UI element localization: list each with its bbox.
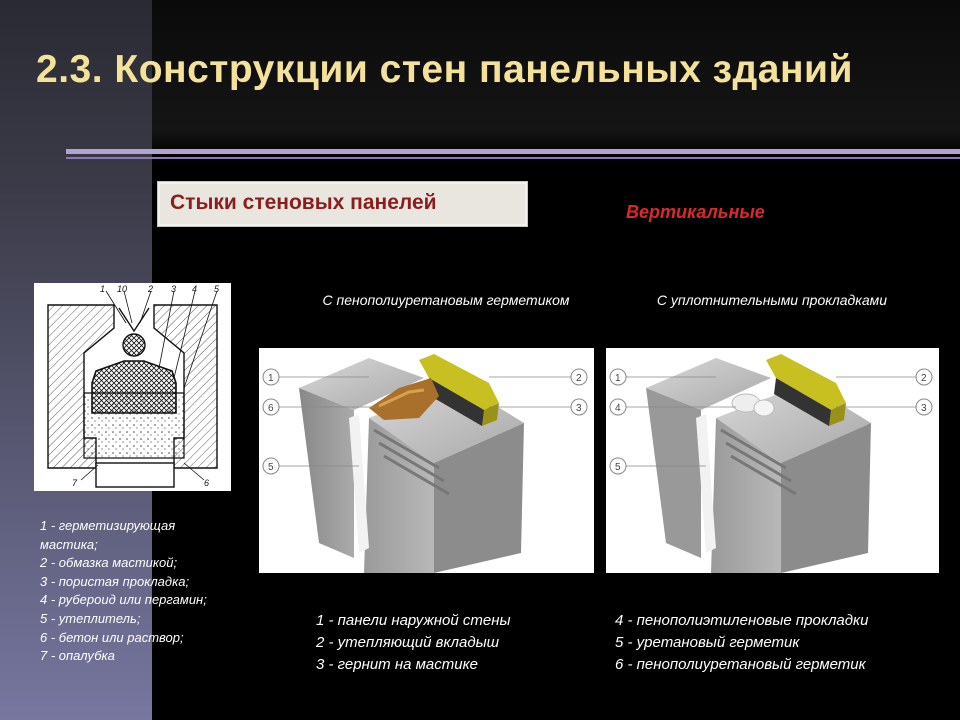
callout-2: 2 <box>576 373 582 384</box>
legend-item: 3 - пористая прокладка; <box>40 573 190 589</box>
callout-1: 1 <box>615 373 621 384</box>
callout-6: 6 <box>268 403 274 414</box>
legend-item: 4 - пенополиэтиленовые прокладки <box>615 612 869 629</box>
section-label-box <box>157 181 528 227</box>
drawing-label-5: 5 <box>214 284 220 294</box>
slide-title: 2.3. Конструкции стен панельных зданий <box>36 48 853 91</box>
legend-item: 2 - утепляющий вкладыш <box>316 634 500 651</box>
drawing-label-3: 3 <box>171 284 177 294</box>
legend-item: 4 - рубероид или пергамин; <box>40 592 207 608</box>
legend-item: 2 - обмазка мастикой; <box>40 555 178 571</box>
drawing-label-2: 2 <box>148 284 154 294</box>
legend-item: 5 - уретановый герметик <box>615 634 800 651</box>
drawing-label-1: 1 <box>100 284 106 294</box>
legend-item: 7 - опалубка <box>40 648 115 664</box>
legend-right <box>615 610 868 676</box>
legend-item: 6 - бетон или раствор; <box>40 629 184 645</box>
callout-4: 4 <box>615 403 621 414</box>
section-label: Стыки стеновых панелей <box>170 191 437 214</box>
joint-type-label: Вертикальные <box>626 202 765 222</box>
joint-illustration-gaskets <box>606 348 939 573</box>
callout-3: 3 <box>921 403 927 414</box>
figure-caption-right: С уплотнительными прокладками <box>656 292 888 308</box>
callout-5: 5 <box>615 462 621 473</box>
title-rule <box>66 149 960 154</box>
drawing-label-7: 7 <box>72 478 78 488</box>
legend-item: 5 - утеплитель; <box>40 610 141 626</box>
callout-5: 5 <box>268 462 274 473</box>
legend-item: 1 - герметизирующая <box>40 518 176 533</box>
drawing-label-6: 6 <box>204 478 210 488</box>
joint-section-drawing <box>34 283 231 491</box>
figure-caption-left: С пенополиуретановым герметиком <box>322 292 570 308</box>
title-rule-thin <box>66 157 960 159</box>
callout-2: 2 <box>921 373 927 384</box>
callout-3: 3 <box>576 403 582 414</box>
legend-left <box>40 517 270 666</box>
drawing-label-10: 10 <box>117 284 128 294</box>
legend-item: 6 - пенополиуретановый герметик <box>615 656 866 673</box>
drawing-label-4: 4 <box>192 284 198 294</box>
legend-item: 3 - гернит на мастике <box>316 656 478 673</box>
legend-item: мастика; <box>40 536 98 552</box>
legend-middle <box>316 610 511 676</box>
joint-illustration-foam-sealant <box>259 348 594 573</box>
callout-1: 1 <box>268 373 274 384</box>
legend-item: 1 - панели наружной стены <box>316 612 511 629</box>
